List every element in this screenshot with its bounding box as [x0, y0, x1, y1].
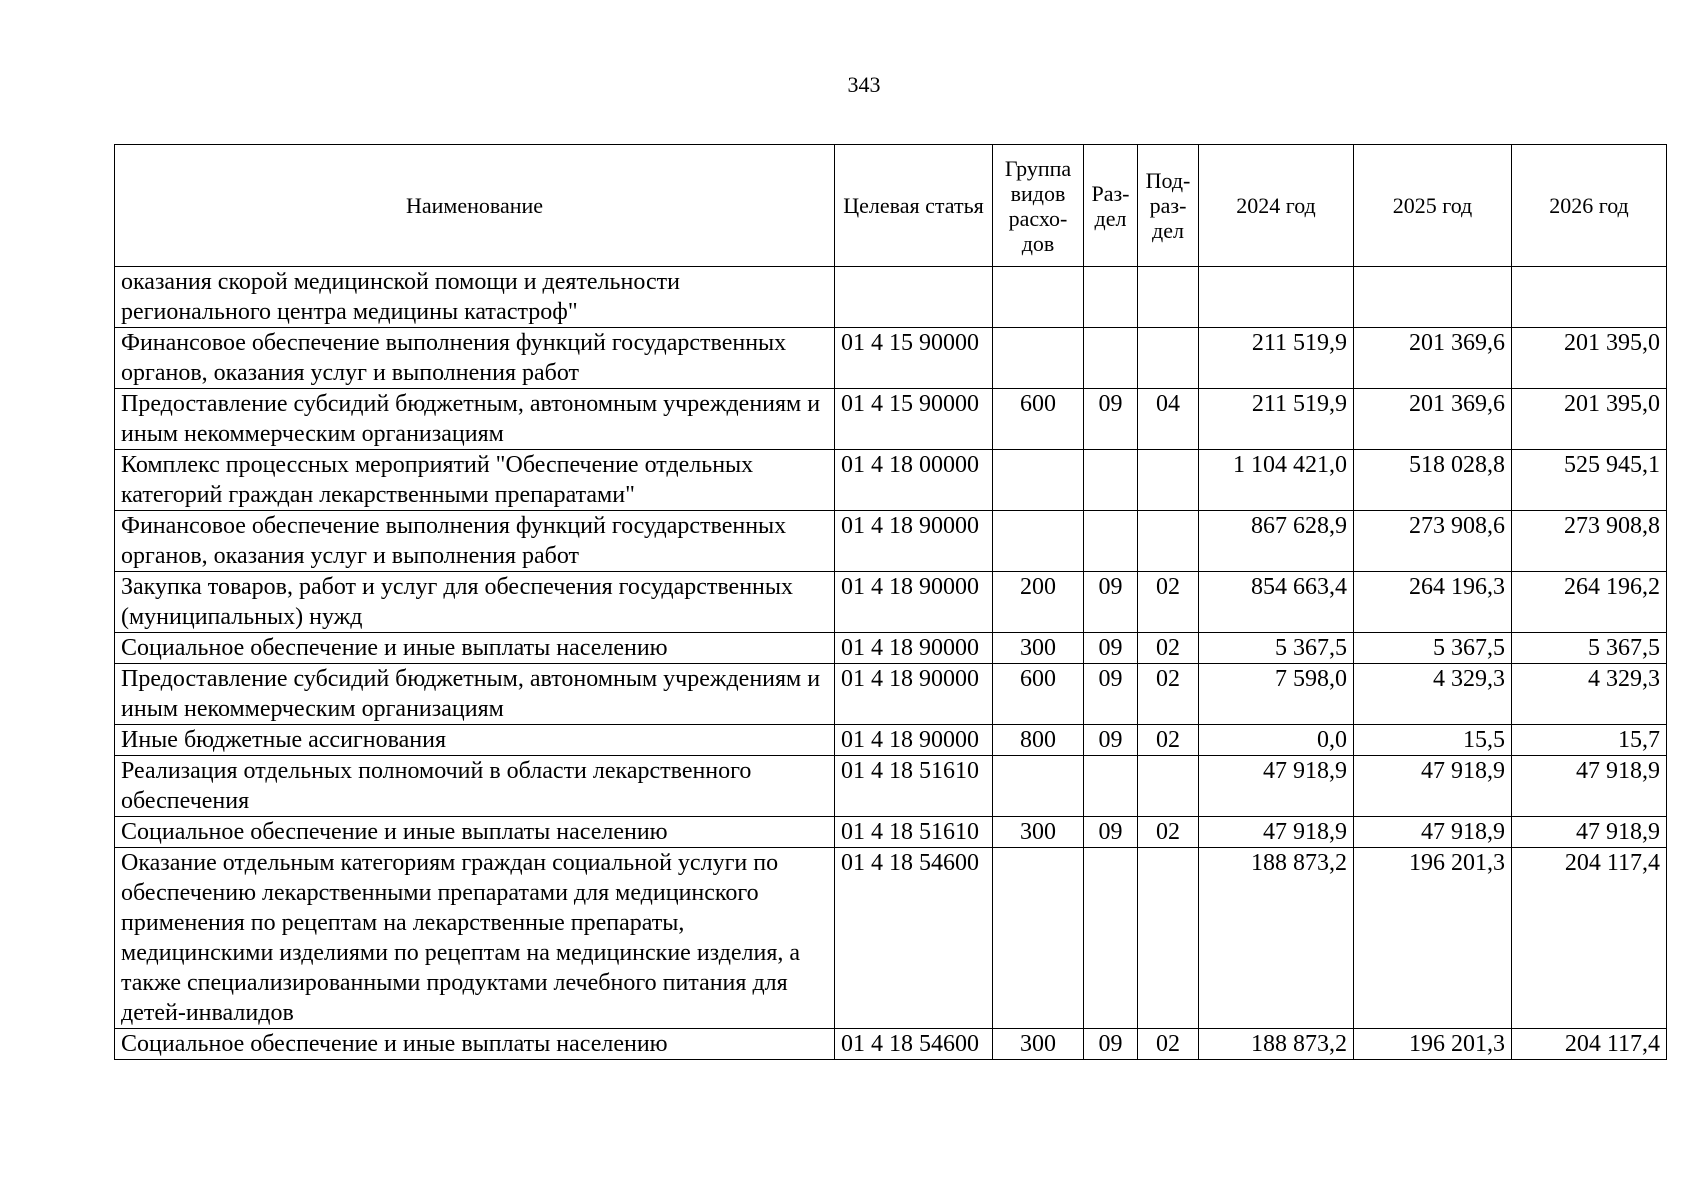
header-year-2026: 2026 год: [1512, 145, 1667, 267]
table-row: [115, 572, 1667, 633]
cell-2024: 211 519,9: [1199, 389, 1354, 450]
table-header: [115, 145, 1667, 267]
cell-2026: 273 908,8: [1512, 511, 1667, 572]
table-row: [115, 633, 1667, 664]
page-number: 343: [847, 72, 881, 97]
header-row: [115, 145, 1667, 267]
cell-2024: 188 873,2: [1199, 1029, 1354, 1060]
cell-code: 01 4 15 90000: [835, 389, 993, 450]
cell-name: Иные бюджетные ассигнования: [115, 725, 835, 756]
cell-section: [1084, 756, 1138, 817]
cell-2024: 0,0: [1199, 725, 1354, 756]
table-row: [115, 450, 1667, 511]
cell-2024: 47 918,9: [1199, 756, 1354, 817]
cell-2024: 7 598,0: [1199, 664, 1354, 725]
cell-section: 09: [1084, 664, 1138, 725]
table-row: [115, 511, 1667, 572]
cell-2026: 204 117,4: [1512, 848, 1667, 1029]
cell-code: 01 4 18 90000: [835, 511, 993, 572]
cell-section: [1084, 450, 1138, 511]
cell-subsection: [1138, 848, 1199, 1029]
cell-group: [993, 328, 1084, 389]
cell-2025: 15,5: [1354, 725, 1512, 756]
cell-subsection: [1138, 450, 1199, 511]
header-year-2025: 2025 год: [1354, 145, 1512, 267]
table-body: [115, 267, 1667, 1060]
cell-2024: [1199, 267, 1354, 328]
table-row: [115, 725, 1667, 756]
cell-2024: 854 663,4: [1199, 572, 1354, 633]
table-row: [115, 267, 1667, 328]
cell-name: Социальное обеспечение и иные выплаты населению: [115, 633, 835, 664]
cell-code: 01 4 18 54600: [835, 1029, 993, 1060]
cell-code: 01 4 18 90000: [835, 572, 993, 633]
cell-2026: 201 395,0: [1512, 389, 1667, 450]
cell-subsection: 02: [1138, 664, 1199, 725]
header-subsection: Под-раз-дел: [1138, 145, 1199, 267]
cell-2026: 525 945,1: [1512, 450, 1667, 511]
cell-group: 800: [993, 725, 1084, 756]
cell-2025: 201 369,6: [1354, 328, 1512, 389]
cell-name: Предоставление субсидий бюджетным, автономным учреждениям и иным некоммерческим организациям: [115, 664, 835, 725]
cell-code: 01 4 18 90000: [835, 633, 993, 664]
cell-2024: 867 628,9: [1199, 511, 1354, 572]
cell-code: 01 4 18 51610: [835, 756, 993, 817]
cell-name: Социальное обеспечение и иные выплаты населению: [115, 817, 835, 848]
cell-2026: 264 196,2: [1512, 572, 1667, 633]
header-year-2024: 2024 год: [1199, 145, 1354, 267]
cell-group: 300: [993, 633, 1084, 664]
cell-name: Финансовое обеспечение выполнения функций государственных органов, оказания услуг и выполнения работ: [115, 511, 835, 572]
cell-name: Оказание отдельным категориям граждан социальной услуги по обеспечению лекарственными препаратами для медицинского применения по рецептам на лекарственные препараты, медицинскими изделиями по рецептам на медицинские изделия, а также специализированными продуктами лечебного питания для детей-инвалидов: [115, 848, 835, 1029]
cell-2026: 47 918,9: [1512, 817, 1667, 848]
cell-name: Закупка товаров, работ и услуг для обеспечения государственных (муниципальных) нужд: [115, 572, 835, 633]
cell-2025: 196 201,3: [1354, 848, 1512, 1029]
cell-2025: 518 028,8: [1354, 450, 1512, 511]
cell-2026: 47 918,9: [1512, 756, 1667, 817]
cell-code: [835, 267, 993, 328]
table-row: [115, 756, 1667, 817]
cell-name: Предоставление субсидий бюджетным, автономным учреждениям и иным некоммерческим организациям: [115, 389, 835, 450]
cell-subsection: [1138, 267, 1199, 328]
cell-section: [1084, 511, 1138, 572]
cell-name: Финансовое обеспечение выполнения функций государственных органов, оказания услуг и выполнения работ: [115, 328, 835, 389]
cell-2024: 5 367,5: [1199, 633, 1354, 664]
table-row: [115, 664, 1667, 725]
cell-section: 09: [1084, 633, 1138, 664]
cell-2026: 4 329,3: [1512, 664, 1667, 725]
cell-subsection: 02: [1138, 572, 1199, 633]
cell-group: [993, 450, 1084, 511]
cell-2025: 4 329,3: [1354, 664, 1512, 725]
cell-subsection: 04: [1138, 389, 1199, 450]
cell-code: 01 4 18 90000: [835, 664, 993, 725]
table-row: [115, 328, 1667, 389]
cell-2026: 5 367,5: [1512, 633, 1667, 664]
cell-2025: 47 918,9: [1354, 817, 1512, 848]
cell-code: 01 4 15 90000: [835, 328, 993, 389]
cell-section: [1084, 328, 1138, 389]
cell-name: оказания скорой медицинской помощи и деятельности регионального центра медицины катастроф": [115, 267, 835, 328]
cell-2026: [1512, 267, 1667, 328]
cell-2025: 273 908,6: [1354, 511, 1512, 572]
cell-group: 200: [993, 572, 1084, 633]
cell-code: 01 4 18 51610: [835, 817, 993, 848]
header-name: Наименование: [115, 145, 835, 267]
cell-group: 300: [993, 817, 1084, 848]
cell-name: Комплекс процессных мероприятий "Обеспечение отдельных категорий граждан лекарственными препаратами": [115, 450, 835, 511]
cell-2025: [1354, 267, 1512, 328]
cell-2025: 5 367,5: [1354, 633, 1512, 664]
cell-group: 600: [993, 389, 1084, 450]
cell-code: 01 4 18 00000: [835, 450, 993, 511]
header-section: Раз-дел: [1084, 145, 1138, 267]
header-code: Целевая статья: [835, 145, 993, 267]
cell-subsection: 02: [1138, 1029, 1199, 1060]
cell-section: 09: [1084, 725, 1138, 756]
table-row: [115, 1029, 1667, 1060]
cell-section: 09: [1084, 1029, 1138, 1060]
cell-section: [1084, 267, 1138, 328]
table-row: [115, 848, 1667, 1029]
cell-subsection: 02: [1138, 725, 1199, 756]
cell-2024: 188 873,2: [1199, 848, 1354, 1029]
cell-group: 300: [993, 1029, 1084, 1060]
cell-section: 09: [1084, 817, 1138, 848]
cell-group: 600: [993, 664, 1084, 725]
cell-subsection: [1138, 328, 1199, 389]
cell-subsection: 02: [1138, 633, 1199, 664]
table-row: [115, 817, 1667, 848]
cell-subsection: [1138, 511, 1199, 572]
budget-table: [114, 144, 1667, 1060]
cell-section: 09: [1084, 572, 1138, 633]
cell-section: [1084, 848, 1138, 1029]
cell-2026: 15,7: [1512, 725, 1667, 756]
cell-name: Социальное обеспечение и иные выплаты населению: [115, 1029, 835, 1060]
cell-subsection: [1138, 756, 1199, 817]
cell-2025: 47 918,9: [1354, 756, 1512, 817]
table-row: [115, 389, 1667, 450]
cell-code: 01 4 18 90000: [835, 725, 993, 756]
cell-section: 09: [1084, 389, 1138, 450]
cell-subsection: 02: [1138, 817, 1199, 848]
header-group: Группа видов расхо-дов: [993, 145, 1084, 267]
cell-2024: 211 519,9: [1199, 328, 1354, 389]
cell-group: [993, 848, 1084, 1029]
cell-group: [993, 267, 1084, 328]
cell-2025: 264 196,3: [1354, 572, 1512, 633]
cell-name: Реализация отдельных полномочий в области лекарственного обеспечения: [115, 756, 835, 817]
cell-2026: 201 395,0: [1512, 328, 1667, 389]
cell-2025: 201 369,6: [1354, 389, 1512, 450]
cell-group: [993, 511, 1084, 572]
cell-2024: 1 104 421,0: [1199, 450, 1354, 511]
cell-code: 01 4 18 54600: [835, 848, 993, 1029]
cell-2024: 47 918,9: [1199, 817, 1354, 848]
cell-2026: 204 117,4: [1512, 1029, 1667, 1060]
cell-group: [993, 756, 1084, 817]
cell-2025: 196 201,3: [1354, 1029, 1512, 1060]
